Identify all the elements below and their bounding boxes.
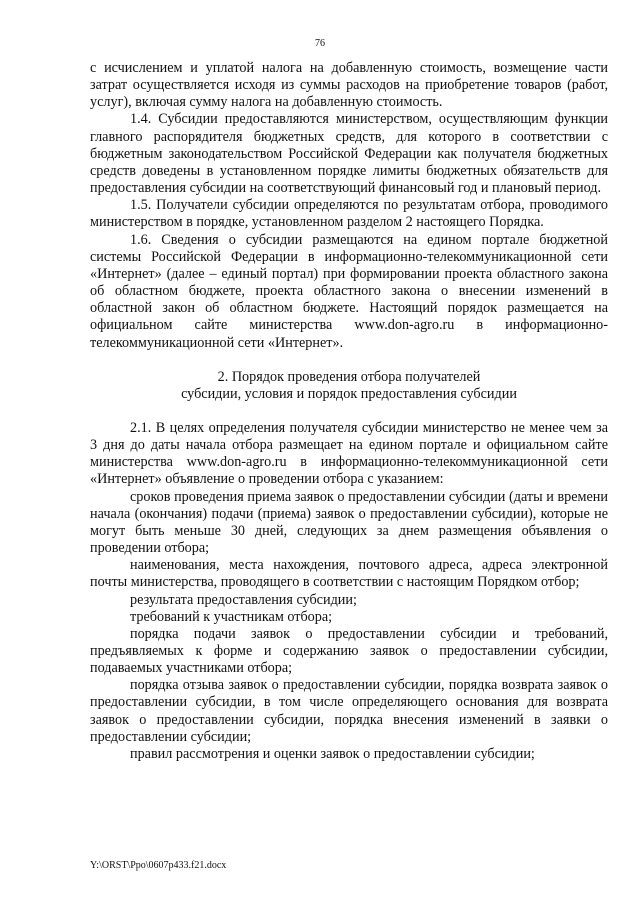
list-item-requirements: требований к участникам отбора;	[130, 608, 333, 625]
paragraph-continuation: с исчислением и уплатой налога на добавленную стоимость, возмещение части затрат осуществляется исходя из суммы расходов на приобретение товаров (работ, услуг), включая сумму налога на добавленную стоимость.	[90, 60, 608, 111]
spacer	[90, 352, 608, 369]
list-item-review-rules: правил рассмотрения и оценки заявок о предоставлении субсидии;	[130, 745, 535, 762]
paragraph-1-4: 1.4. Субсидии предоставляются министерством, осуществляющим функции главного распорядителя бюджетных средств, для которого в соответствии с бюджетным законодательством Российской Федерации как получателя бюджетных средств доведены в установленном порядке лимиты бюджетных обязательств для предоставления субсидии на соответствующий финансовый год и плановый период.	[90, 111, 608, 197]
list-item-ministry-address: наименования, места нахождения, почтового адреса, адреса электронной почты министерства, проводящего в соответствии с настоящим Порядком отбор;	[90, 557, 608, 591]
paragraph-1-6: 1.6. Сведения о субсидии размещаются на едином портале бюджетной системы Российской Федерации в информационно-телекоммуникационной сети «Интернет» (далее – единый портал) при формировании проекта областного закона об областном бюджете, проекта областного закона о внесении изменений в областной закон об областном бюджете. Настоящий порядок размещается на официальном сайте министерства www.don-agro.ru в информационно-телекоммуникационной сети «Интернет».	[90, 231, 608, 351]
list-item-result: результата предоставления субсидии;	[130, 591, 357, 608]
paragraph-1-5: 1.5. Получатели субсидии определяются по результатам отбора, проводимого министерством в порядке, установленном разделом 2 настоящего Порядка.	[90, 197, 608, 231]
section-heading-line-1: 2. Порядок проведения отбора получателей	[217, 368, 481, 385]
section-heading-line-2: субсидии, условия и порядок предоставления субсидии	[181, 385, 517, 402]
list-item-submission-order: порядка подачи заявок о предоставлении субсидии и требований, предъявляемых к форме и содержанию заявок о предоставлении субсидии, подаваемых участниками отбора;	[90, 625, 608, 677]
file-path-footer: Y:\ORST\Ppo\0607p433.f21.docx	[90, 860, 227, 871]
document-body	[90, 60, 608, 763]
paragraph-2-1: 2.1. В целях определения получателя субсидии министерство не менее чем за 3 дня до даты начала отбора размещает на едином портале и официальном сайте министерства www.don-agro.ru в информационно-телекоммуникационной сети «Интернет» объявление о проведении отбора с указанием:	[90, 419, 608, 488]
list-item-withdrawal-order: порядка отзыва заявок о предоставлении субсидии, порядка возврата заявок о предоставлении субсидии, в том числе определяющего основания для возврата заявок о предоставлении субсидии, порядка внесения изменений в заявки о предоставлении субсидии;	[90, 677, 608, 745]
spacer	[90, 403, 608, 420]
list-item-deadlines: сроков проведения приема заявок о предоставлении субсидии (даты и времени начала (окончания) подачи (приема) заявок о предоставлении субсидии), которые не могут быть меньше 30 дней, следующих за днем размещения объявления о проведении отбора;	[90, 488, 608, 557]
page-number: 76	[315, 38, 325, 49]
